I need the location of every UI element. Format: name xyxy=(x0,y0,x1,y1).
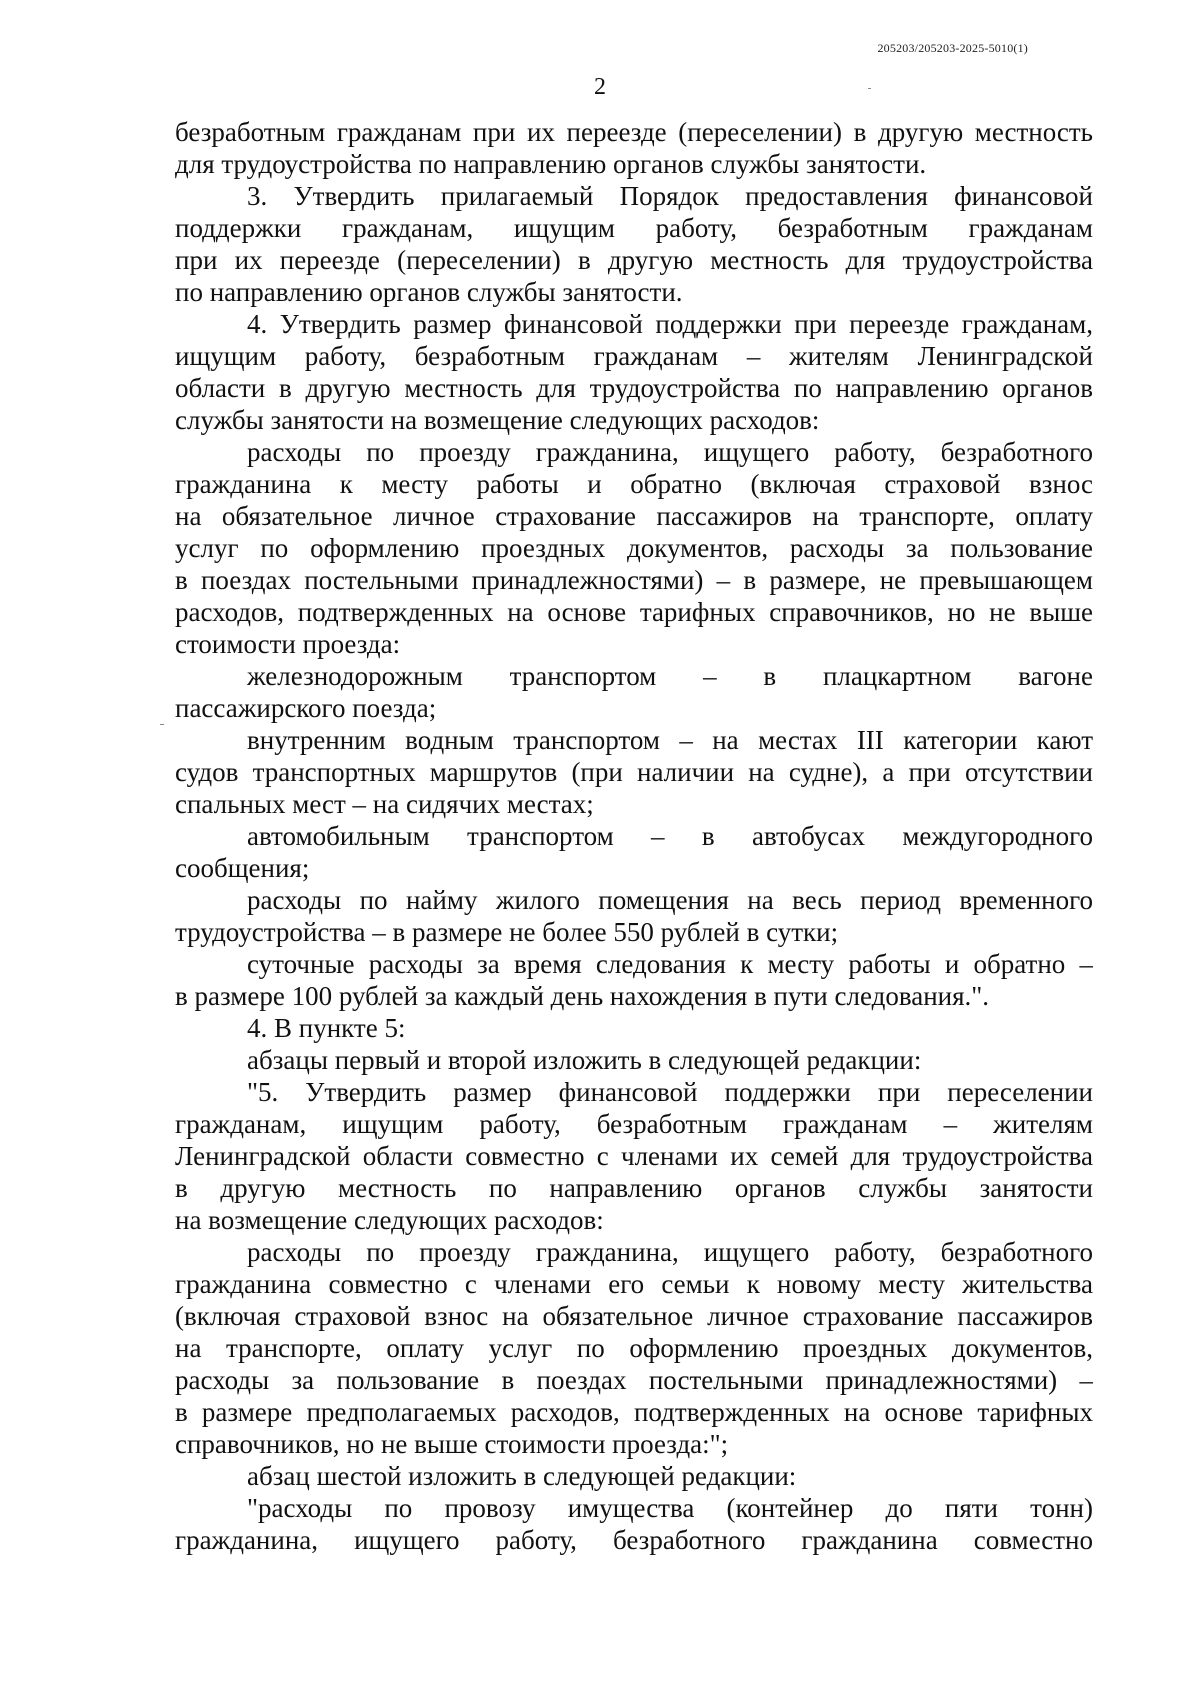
page-number: 2 xyxy=(594,74,606,100)
text-line: службы занятости на возмещение следующих расходов: xyxy=(175,405,820,435)
text-line: по направлению органов службы занятости. xyxy=(175,277,683,307)
text-line: в размере предполагаемых расходов, подтвержденных на основе тарифных xyxy=(175,1397,1093,1427)
text-line: расходы по найму жилого помещения на весь период временного xyxy=(247,885,1093,915)
text-line: гражданам, ищущим работу, безработным гражданам – жителям xyxy=(175,1109,1093,1139)
text-line: справочников, но не выше стоимости проезда:"; xyxy=(175,1429,729,1459)
text-line: автомобильным транспортом – в автобусах междугородного xyxy=(247,821,1093,851)
text-line: абзац шестой изложить в следующей редакции: xyxy=(247,1461,797,1491)
text-line: 4. Утвердить размер финансовой поддержки при переезде гражданам, xyxy=(247,309,1093,339)
scan-dot xyxy=(868,88,871,89)
text-line: железнодорожным транспортом – в плацкартном вагоне xyxy=(247,661,1093,691)
text-line: гражданина совместно с членами его семьи к новому месту жительства xyxy=(175,1269,1093,1299)
text-line: в размере 100 рублей за каждый день нахождения в пути следования.". xyxy=(175,981,990,1011)
text-line: абзацы первый и второй изложить в следующей редакции: xyxy=(247,1045,922,1075)
text-line: в поездах постельными принадлежностями) – в размере, не превышающем xyxy=(175,565,1093,595)
document-id: 205203/205203-2025-5010(1) xyxy=(877,41,1028,55)
text-line: для трудоустройства по направлению органов службы занятости. xyxy=(175,149,927,179)
text-line: ищущим работу, безработным гражданам – жителям Ленинградской xyxy=(175,341,1093,371)
text-line: суточные расходы за время следования к месту работы и обратно – xyxy=(247,949,1093,979)
text-line: на обязательное личное страхование пассажиров на транспорте, оплату xyxy=(175,501,1093,531)
text-line: расходы за пользование в поездах постельными принадлежностями) – xyxy=(175,1365,1093,1395)
text-line: пассажирского поезда; xyxy=(175,693,437,723)
text-line: 3. Утвердить прилагаемый Порядок предоставления финансовой xyxy=(247,181,1093,211)
text-line: "расходы по провозу имущества (контейнер до пяти тонн) xyxy=(247,1493,1093,1523)
text-line: стоимости проезда: xyxy=(175,629,401,659)
text-line: гражданина к месту работы и обратно (включая страховой взнос xyxy=(175,469,1093,499)
text-line: "5. Утвердить размер финансовой поддержки при переселении xyxy=(247,1077,1093,1107)
text-line: расходов, подтвержденных на основе тарифных справочников, но не выше xyxy=(175,597,1093,627)
text-line: 4. В пункте 5: xyxy=(247,1013,406,1043)
text-line: расходы по проезду гражданина, ищущего работу, безработного xyxy=(247,437,1093,467)
text-line: услуг по оформлению проездных документов, расходы за пользование xyxy=(175,533,1093,563)
text-line: судов транспортных маршрутов (при наличии на судне), а при отсутствии xyxy=(175,757,1093,787)
text-line: трудоустройства – в размере не более 550 рублей в сутки; xyxy=(175,917,839,947)
text-line: на возмещение следующих расходов: xyxy=(175,1205,604,1235)
text-line: гражданина, ищущего работу, безработного гражданина совместно xyxy=(175,1525,1093,1555)
text-line: спальных мест – на сидячих местах; xyxy=(175,789,594,819)
text-line: поддержки гражданам, ищущим работу, безработным гражданам xyxy=(175,213,1093,243)
document-body xyxy=(175,116,1093,1556)
text-line: в другую местность по направлению органов службы занятости xyxy=(175,1173,1093,1203)
text-line: расходы по проезду гражданина, ищущего работу, безработного xyxy=(247,1237,1093,1267)
text-line: на транспорте, оплату услуг по оформлению проездных документов, xyxy=(175,1333,1093,1363)
text-line: Ленинградской области совместно с членами их семей для трудоустройства xyxy=(175,1141,1093,1171)
text-line: сообщения; xyxy=(175,853,310,883)
scan-dot xyxy=(160,724,164,725)
text-line: внутренним водным транспортом – на местах III категории кают xyxy=(247,725,1093,755)
text-line: области в другую местность для трудоустройства по направлению органов xyxy=(175,373,1093,403)
text-line: безработным гражданам при их переезде (переселении) в другую местность xyxy=(175,117,1093,147)
text-line: при их переезде (переселении) в другую местность для трудоустройства xyxy=(175,245,1093,275)
text-line: (включая страховой взнос на обязательное личное страхование пассажиров xyxy=(175,1301,1093,1331)
